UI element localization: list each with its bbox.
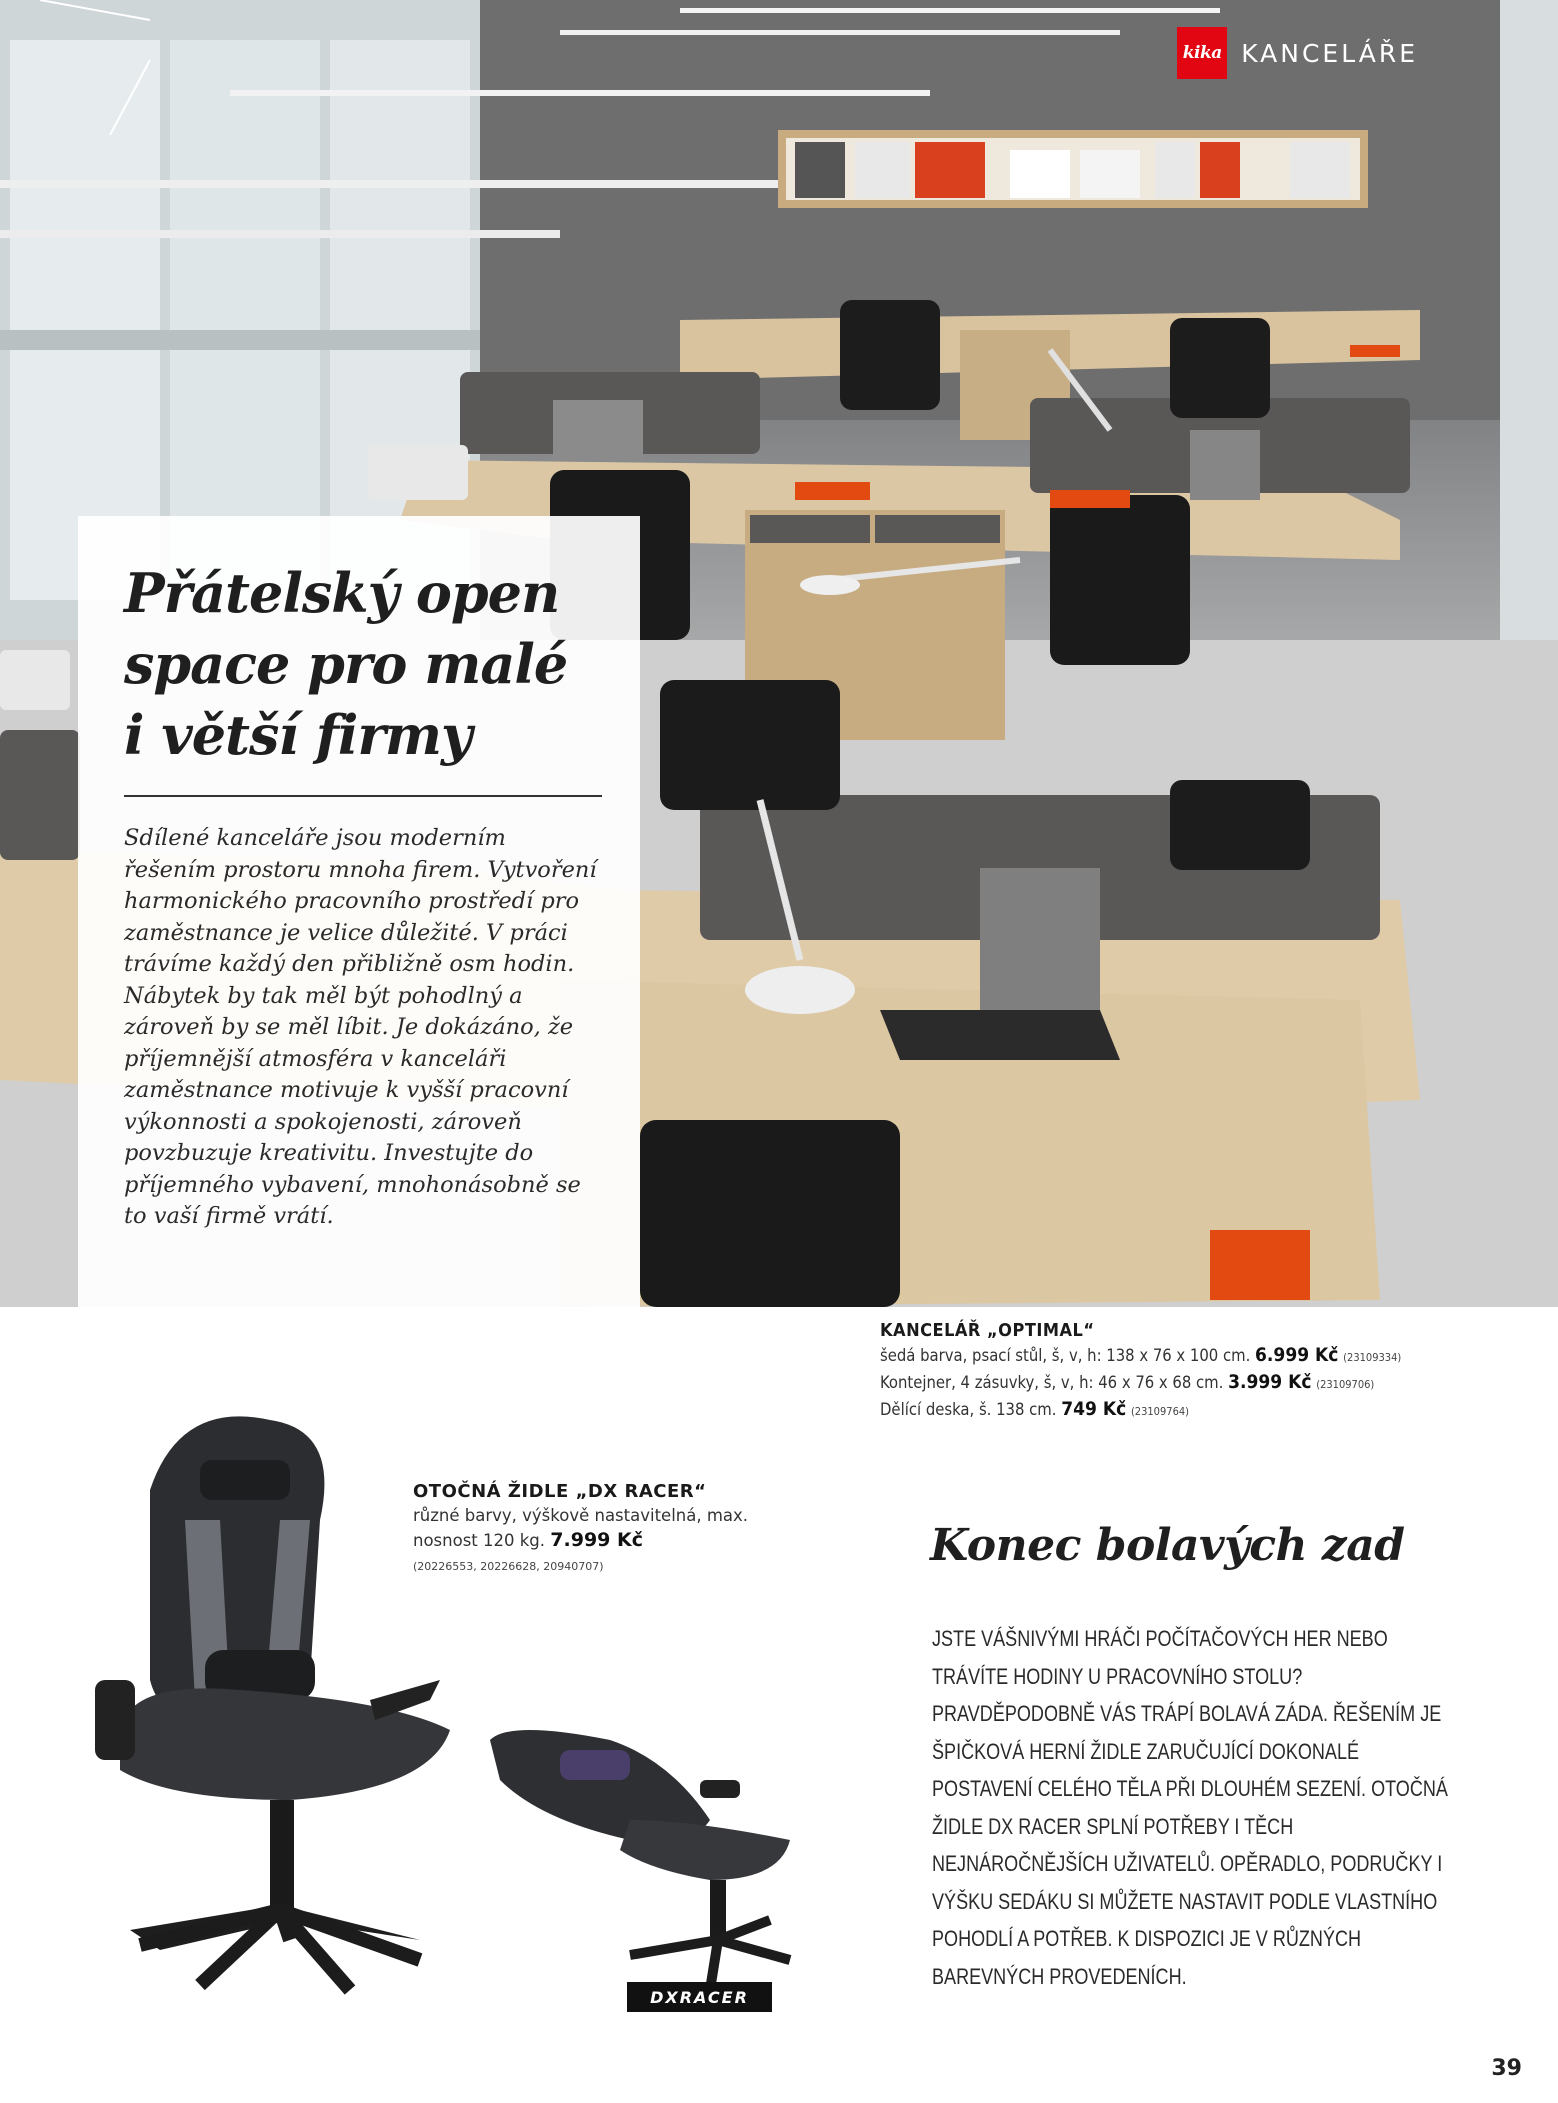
title-divider [124,795,602,797]
gaming-chairs-illustration [90,1400,830,2000]
spec-code: (23109706) [1316,1378,1375,1391]
spec-code: (23109334) [1343,1351,1402,1364]
chair-price: 7.999 Kč [550,1529,643,1551]
intro-box [78,516,640,1307]
chair-desc: různé barvy, výškově nastavitelná, max. nosnost 120 kg. [413,1506,749,1550]
office-product-spec [880,1318,1540,1424]
office-spec-line [880,1343,1540,1370]
intro-title: Přátelský open space pro malé i větší firmy [124,561,568,767]
chair-product-title: OTOČNÁ ŽIDLE „DX RACER“ [413,1481,707,1502]
spec-text: Kontejner, 4 zásuvky, š, v, h: 46 x 76 x 68 cm. [880,1373,1224,1392]
spec-code: (23109764) [1130,1405,1190,1418]
brand-tag [1177,18,1418,88]
section2-title: Konec bolavých zad [930,1520,1405,1571]
section-label: KANCELÁŘE [1241,38,1418,68]
page-number: 39 [1491,2056,1522,2081]
office-spec-line [880,1397,1540,1424]
spec-text: Dělící deska, š. 138 cm. [880,1400,1057,1419]
intro-body: Sdílené kanceláře jsou moderním řešením prostoru mnoha firem. Vytvoření harmonického pracovního prostředí pro zaměstnance je velice důležité. V práci trávíme každý den přibližně osm hodin. Nábytek by tak měl být pohodlný a zároveň by se měl líbit. Je dokázáno, že příjemnější atmosféra v kanceláři zaměstnance motivuje k vyšší pracovní výkonnosti a spokojenosti, zároveň povzbuzuje kreativitu. Investujte do příjemného vybavení, mnohonásobně se to vaší firmě vrátí. [124,825,597,1229]
spec-price: 6.999 Kč [1255,1344,1339,1366]
chair-codes: (20226553, 20226628, 20940707) [413,1560,604,1573]
office-product-title: KANCELÁŘ „OPTIMAL“ [880,1320,1095,1341]
dxracer-logo: DXRACER [627,1982,772,2012]
brand-frame-lines [0,0,150,135]
section2-body: JSTE VÁŠNIVÝMI HRÁČI POČÍTAČOVÝCH HER NEBO TRÁVÍTE HODINY U PRACOVNÍHO STOLU? PRAVDĚPODOBNĚ VÁS TRÁPÍ BOLAVÁ ZÁDA. ŘEŠENÍM JE ŠPIČKOVÁ HERNÍ ŽIDLE ZARUČUJÍCÍ DOKONALÉ POSTAVENÍ CELÉHO TĚLA PŘI DLOUHÉM SEZENÍ. OTOČNÁ ŽIDLE DX RACER SPLNÍ POTŘEBY I TĚCH NEJNÁROČNĚJŠÍCH UŽIVATELŮ. OPĚRADLO, PODRUČKY I VÝŠKU SEDÁKU SI MŮŽETE NASTAVIT PODLE VLASTNÍHO POHODLÍ A POTŘEB. K DISPOZICI JE V RŮZNÝCH BAREVNÝCH PROVEDENÍCH. [932,1626,1448,1989]
spec-text: šedá barva, psací stůl, š, v, h: 138 x 76 x 100 cm. [880,1346,1251,1365]
spec-price: 3.999 Kč [1228,1371,1312,1393]
office-spec-line [880,1370,1540,1397]
kika-logo: kika [1177,27,1227,79]
spec-price: 749 Kč [1061,1398,1127,1420]
